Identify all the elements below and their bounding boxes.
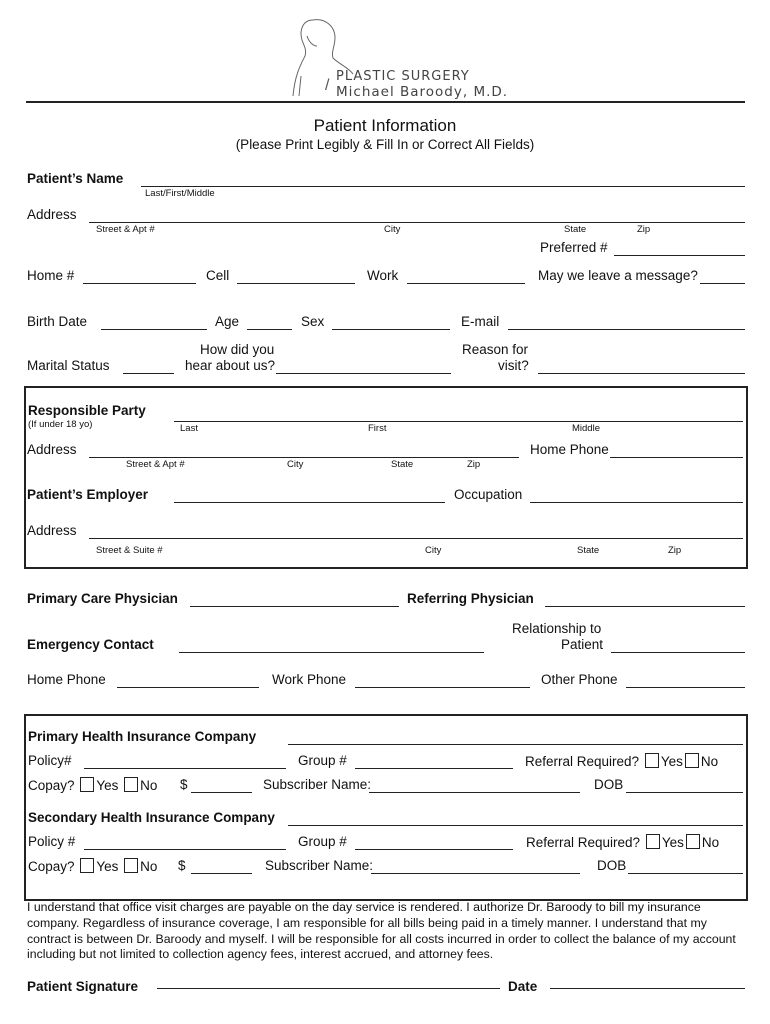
contact-other-phone-field[interactable]: [626, 687, 745, 688]
primary-referral-no-label: No: [700, 754, 719, 769]
secondary-referral-text: Referral Required?: [526, 835, 641, 850]
pcp-field[interactable]: [190, 606, 399, 607]
pcp-label: Primary Care Physician: [27, 591, 178, 606]
reason-label-2: visit?: [498, 358, 529, 373]
patient-name-field[interactable]: [141, 186, 745, 187]
primary-dob-field[interactable]: [626, 792, 743, 793]
secondary-copay-amount-field[interactable]: [191, 873, 252, 874]
hint-middle: Middle: [572, 423, 600, 434]
reason-field[interactable]: [538, 373, 745, 374]
hint-zip-e: Zip: [668, 545, 682, 556]
secondary-copay-no-label: No: [140, 859, 158, 874]
primary-copay-yes-label: Yes: [96, 778, 119, 793]
contact-home-phone-field[interactable]: [117, 687, 259, 688]
cell-label: Cell: [206, 268, 230, 283]
employer-address-field[interactable]: [89, 538, 743, 539]
home-label: Home #: [27, 268, 75, 283]
secondary-policy-field[interactable]: [84, 849, 286, 850]
how-label-1: How did you: [200, 342, 275, 357]
responsible-title: Responsible Party: [28, 403, 146, 418]
work-field[interactable]: [407, 283, 525, 284]
secondary-copay-label: [28, 858, 157, 874]
primary-referral-text: Referral Required?: [525, 754, 640, 769]
hint-state: State: [564, 224, 587, 235]
age-label: Age: [215, 314, 240, 329]
hint-first: First: [368, 423, 387, 434]
secondary-policy-label: Policy #: [28, 834, 76, 849]
hint-city-e: City: [425, 545, 442, 556]
signature-field[interactable]: [157, 988, 500, 989]
work-label: Work: [367, 268, 399, 283]
secondary-referral-label: [526, 834, 719, 850]
primary-referral-no-checkbox[interactable]: [685, 753, 699, 768]
employer-field[interactable]: [174, 502, 445, 503]
reason-label-1: Reason for: [462, 342, 529, 357]
secondary-group-field[interactable]: [355, 849, 513, 850]
responsible-note: (If under 18 yo): [28, 419, 93, 430]
message-label: May we leave a message?: [538, 268, 698, 283]
secondary-copay-no-checkbox[interactable]: [124, 858, 138, 873]
secondary-dob-label: DOB: [597, 858, 627, 873]
hint-city: City: [384, 224, 401, 235]
logo-slash: /: [325, 77, 330, 94]
hint-last: Last: [180, 423, 198, 434]
secondary-referral-no-label: No: [701, 835, 720, 850]
primary-policy-label: Policy#: [28, 753, 72, 768]
secondary-copay-yes-checkbox[interactable]: [80, 858, 94, 873]
responsible-name-field[interactable]: [174, 421, 743, 422]
referring-label: Referring Physician: [407, 591, 534, 606]
financial-statement: I understand that office visit charges are payable on the day service is rendered. I authorize Dr. Baroody to bill my insurance company. Regardless of insurance coverage, I am responsible for all bills being paid in a timely manner. I understand that my contract is between Dr. Baroody and myself. I will be responsible for all costs incurred in order to collect the balance of my account including but not limited to collection agency fees, interest accrued, and attorney fees.: [27, 900, 736, 962]
relationship-field[interactable]: [611, 652, 745, 653]
occupation-label: Occupation: [454, 487, 523, 502]
sex-field[interactable]: [332, 329, 450, 330]
patient-name-label: Patient’s Name: [27, 171, 124, 186]
secondary-subscriber-field[interactable]: [371, 873, 580, 874]
how-field[interactable]: [276, 373, 451, 374]
message-field[interactable]: [700, 283, 745, 284]
primary-group-label: Group #: [298, 753, 347, 768]
cell-field[interactable]: [237, 283, 355, 284]
responsible-home-phone-label: Home Phone: [530, 442, 609, 457]
sex-label: Sex: [301, 314, 325, 329]
secondary-referral-yes-label: Yes: [661, 835, 684, 850]
date-label: Date: [508, 979, 538, 994]
referring-field[interactable]: [545, 606, 745, 607]
signature-label: Patient Signature: [27, 979, 139, 994]
header-rule: [26, 101, 745, 103]
responsible-address-field[interactable]: [89, 457, 519, 458]
marital-field[interactable]: [123, 373, 174, 374]
date-field[interactable]: [550, 988, 745, 989]
logo-line-2: Michael Baroody, M.D.: [336, 84, 509, 100]
occupation-field[interactable]: [530, 502, 743, 503]
primary-copay-yes-checkbox[interactable]: [80, 777, 94, 792]
secondary-referral-yes-checkbox[interactable]: [646, 834, 660, 849]
preferred-field[interactable]: [614, 255, 745, 256]
emergency-label: Emergency Contact: [27, 637, 154, 652]
how-label-2: hear about us?: [185, 358, 276, 373]
logo-line-1: PLASTIC SURGERY: [336, 69, 470, 84]
secondary-dob-field[interactable]: [628, 873, 743, 874]
hint-street: Street & Apt #: [96, 224, 155, 235]
hint-state-e: State: [577, 545, 600, 556]
home-field[interactable]: [83, 283, 196, 284]
primary-copay-amount-field[interactable]: [191, 792, 252, 793]
relationship-label-2: Patient: [561, 637, 604, 652]
primary-referral-label: [525, 753, 718, 769]
primary-subscriber-label: Subscriber Name:: [263, 777, 372, 792]
employer-address-label: Address: [27, 523, 77, 538]
primary-copay-text: Copay?: [28, 778, 75, 793]
secondary-group-label: Group #: [298, 834, 347, 849]
address-field[interactable]: [89, 222, 745, 223]
hint-street-suite: Street & Suite #: [96, 545, 163, 556]
page-title: Patient Information: [313, 116, 457, 135]
birth-label: Birth Date: [27, 314, 88, 329]
contact-work-phone-field[interactable]: [355, 687, 530, 688]
page-subtitle: (Please Print Legibly & Fill In or Correct All Fields): [235, 137, 535, 152]
address-label: Address: [27, 207, 77, 222]
secondary-referral-no-checkbox[interactable]: [686, 834, 700, 849]
primary-referral-yes-checkbox[interactable]: [645, 753, 659, 768]
primary-copay-dollar: $: [180, 777, 188, 792]
email-field[interactable]: [508, 329, 745, 330]
hint-zip-r: Zip: [467, 459, 481, 470]
contact-work-phone-label: Work Phone: [272, 672, 347, 687]
responsible-address-label: Address: [27, 442, 77, 457]
hint-street-r: Street & Apt #: [126, 459, 185, 470]
birth-field[interactable]: [101, 329, 207, 330]
emergency-field[interactable]: [179, 652, 484, 653]
marital-label: Marital Status: [27, 358, 110, 373]
primary-insurance-title: Primary Health Insurance Company: [28, 729, 257, 744]
secondary-copay-dollar: $: [178, 858, 186, 873]
secondary-copay-yes-label: Yes: [96, 859, 119, 874]
relationship-label-1: Relationship to: [512, 621, 602, 636]
primary-subscriber-field[interactable]: [369, 792, 580, 793]
hint-city-r: City: [287, 459, 304, 470]
responsible-home-phone-field[interactable]: [610, 457, 743, 458]
employer-label: Patient’s Employer: [27, 487, 149, 502]
hint-zip: Zip: [637, 224, 651, 235]
secondary-subscriber-label: Subscriber Name:: [265, 858, 374, 873]
primary-insurance-field[interactable]: [288, 744, 743, 745]
primary-copay-no-label: No: [140, 778, 158, 793]
contact-other-phone-label: Other Phone: [541, 672, 618, 687]
contact-home-phone-label: Home Phone: [27, 672, 106, 687]
hint-state-r: State: [391, 459, 414, 470]
email-label: E-mail: [461, 314, 500, 329]
primary-group-field[interactable]: [355, 768, 513, 769]
age-field[interactable]: [247, 329, 292, 330]
preferred-label: Preferred #: [540, 240, 608, 255]
primary-copay-label: [28, 777, 157, 793]
secondary-insurance-field[interactable]: [288, 825, 743, 826]
patient-name-hint: Last/First/Middle: [145, 188, 215, 199]
primary-referral-yes-label: Yes: [660, 754, 683, 769]
secondary-insurance-title: Secondary Health Insurance Company: [28, 810, 275, 825]
secondary-copay-text: Copay?: [28, 859, 75, 874]
primary-copay-no-checkbox[interactable]: [124, 777, 138, 792]
primary-dob-label: DOB: [594, 777, 624, 792]
primary-policy-field[interactable]: [84, 768, 286, 769]
